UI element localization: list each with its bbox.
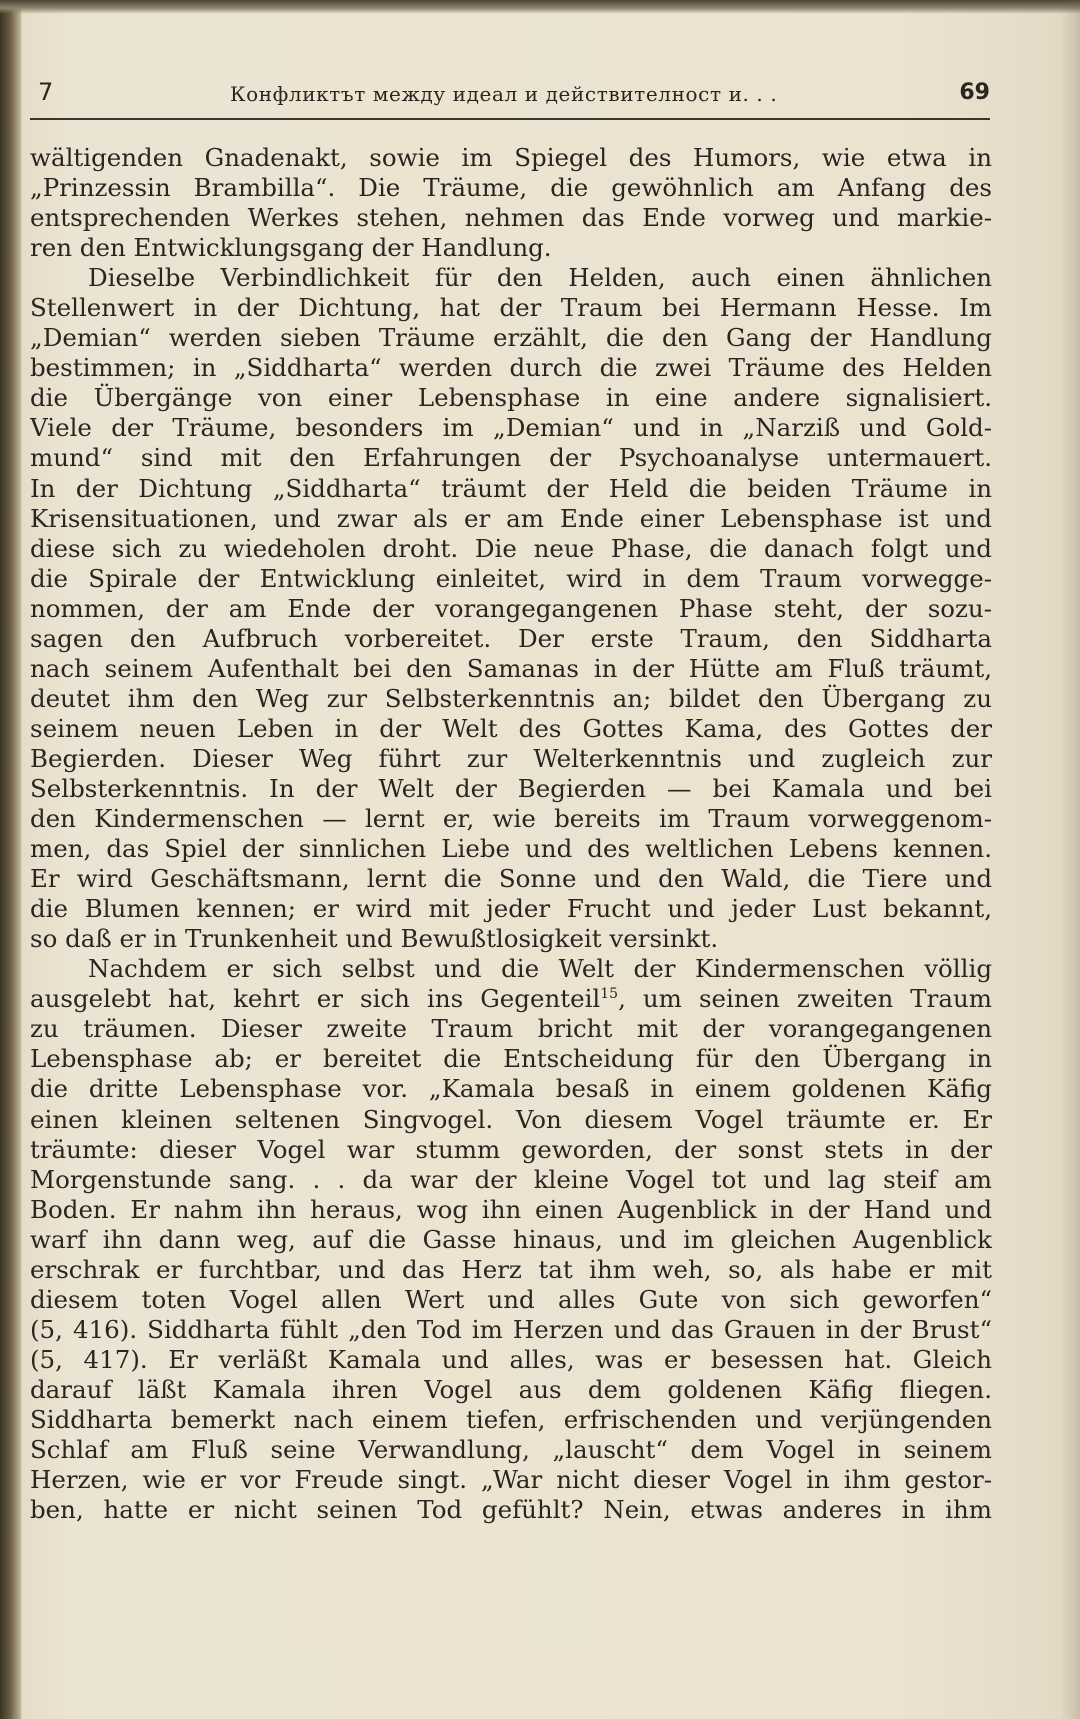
text-line: diesem toten Vogel allen Wert und alles Gute von sich geworfen“ — [30, 1284, 992, 1314]
text-line: Stellenwert in der Dichtung, hat der Traum bei Hermann Hesse. Im — [30, 293, 992, 323]
text-line: men, das Spiel der sinnlichen Liebe und des weltlichen Lebens kennen. — [30, 834, 992, 864]
text-line: Viele der Träume, besonders im „Demian“ und in „Narziß und Gold- — [30, 413, 992, 443]
text-line: nach seinem Aufenthalt bei den Samanas in der Hütte am Fluß träumt, — [30, 653, 992, 683]
text-line: darauf läßt Kamala ihren Vogel aus dem goldenen Käfig fliegen. — [30, 1374, 992, 1404]
text-line: Siddharta bemerkt nach einem tiefen, erfrischenden und verjüngenden — [30, 1404, 992, 1434]
text-line: Krisensituationen, und zwar als er am Ende einer Lebensphase ist und — [30, 503, 992, 533]
text-line: Nachdem er sich selbst und die Welt der Kindermenschen völlig — [88, 954, 992, 984]
text-line: „Demian“ werden sieben Träume erzählt, die den Gang der Handlung — [30, 323, 992, 353]
text-line: bestimmen; in „Siddharta“ werden durch die zwei Träume des Helden — [30, 353, 992, 383]
text-line: mund“ sind mit den Erfahrungen der Psychoanalyse untermauert. — [30, 443, 992, 473]
page-binding-shadow — [0, 0, 22, 1719]
text-line: zu träumen. Dieser zweite Traum bricht mit der vorangegangenen — [30, 1014, 992, 1044]
text-line: die Spirale der Entwicklung einleitet, wird in dem Traum vorwegge- — [30, 563, 992, 593]
text-line: Dieselbe Verbindlichkeit für den Helden, auch einen ähnlichen — [88, 263, 992, 293]
text-line: so daß er in Trunkenheit und Bewußtlosigkeit versinkt. — [30, 924, 719, 954]
text-line: träumte: dieser Vogel war stumm geworden, der sonst stets in der — [30, 1134, 992, 1164]
text-line: ben, hatte er nicht seinen Tod gefühlt? Nein, etwas anderes in ihm — [30, 1495, 992, 1525]
text-line: Boden. Er nahm ihn heraus, wog ihn einen Augenblick in der Hand und — [30, 1194, 992, 1224]
page-number: 69 — [959, 80, 990, 105]
text-line: Lebensphase ab; er bereitet die Entscheidung für den Übergang in — [30, 1044, 992, 1074]
header-rule — [30, 118, 990, 120]
running-header — [30, 78, 990, 118]
text-line: Herzen, wie er vor Freude singt. „War nicht dieser Vogel in ihm gestor- — [30, 1465, 992, 1495]
text-line: deutet ihm den Weg zur Selbsterkenntnis an; bildet den Übergang zu — [30, 683, 992, 713]
running-title: Конфликтът между идеал и действителност и. . . — [230, 82, 778, 106]
text-line: erschrak er furchtbar, und das Herz tat ihm weh, so, als habe er mit — [30, 1254, 992, 1284]
text-line: ren den Entwicklungsgang der Handlung. — [30, 233, 552, 263]
text-line: (5, 417). Er verläßt Kamala und alles, was er besessen hat. Gleich — [30, 1344, 992, 1374]
text-line: „Prinzessin Brambilla“. Die Träume, die gewöhnlich am Anfang des — [30, 173, 992, 203]
text-line: Morgenstunde sang. . . da war der kleine Vogel tot und lag steif am — [30, 1164, 992, 1194]
text-line: (5, 416). Siddharta fühlt „den Tod im Herzen und das Grauen in der Brust“ — [30, 1314, 992, 1344]
text-line: den Kindermenschen — lernt er, wie bereits im Traum vorweggenom- — [30, 804, 992, 834]
footnote-reference[interactable]: 15 — [600, 986, 619, 1003]
text-line: die dritte Lebensphase vor. „Kamala besaß in einem goldenen Käfig — [30, 1074, 992, 1104]
page-top-edge — [0, 0, 1080, 14]
text-line-part: , um seinen zweiten Traum — [618, 984, 992, 1014]
chapter-number: 7 — [38, 78, 54, 106]
text-line-with-footnote — [30, 984, 992, 1014]
text-line: warf ihn dann weg, auf die Gasse hinaus, und im gleichen Augenblick — [30, 1224, 992, 1254]
text-line: die Blumen kennen; er wird mit jeder Frucht und jeder Lust bekannt, — [30, 894, 992, 924]
text-line: seinem neuen Leben in der Welt des Gottes Kama, des Gottes der — [30, 713, 992, 743]
text-line: In der Dichtung „Siddharta“ träumt der Held die beiden Träume in — [30, 473, 992, 503]
text-line: diese sich zu wiedeholen droht. Die neue Phase, die danach folgt und — [30, 533, 992, 563]
page-edge-shadow — [1060, 0, 1080, 1719]
text-line: nommen, der am Ende der vorangegangenen Phase steht, der sozu- — [30, 593, 992, 623]
text-line-part: ausgelebt hat, kehrt er sich ins Gegenteil — [30, 984, 601, 1014]
text-line: Schlaf am Fluß seine Verwandlung, „lauscht“ dem Vogel in seinem — [30, 1435, 992, 1465]
text-line: sagen den Aufbruch vorbereitet. Der erste Traum, den Siddharta — [30, 623, 992, 653]
text-line: einen kleinen seltenen Singvogel. Von diesem Vogel träumte er. Er — [30, 1104, 992, 1134]
text-line: entsprechenden Werkes stehen, nehmen das Ende vorweg und markie- — [30, 203, 992, 233]
text-line: die Übergänge von einer Lebensphase in eine andere signalisiert. — [30, 383, 992, 413]
text-line: wältigenden Gnadenakt, sowie im Spiegel des Humors, wie etwa in — [30, 143, 992, 172]
text-line: Er wird Geschäftsmann, lernt die Sonne und den Wald, die Tiere und — [30, 864, 992, 894]
text-line: Selbsterkenntnis. In der Welt der Begierden — bei Kamala und bei — [30, 773, 992, 803]
body-text — [30, 143, 992, 1525]
text-line: Begierden. Dieser Weg führt zur Welterkenntnis und zugleich zur — [30, 743, 992, 773]
